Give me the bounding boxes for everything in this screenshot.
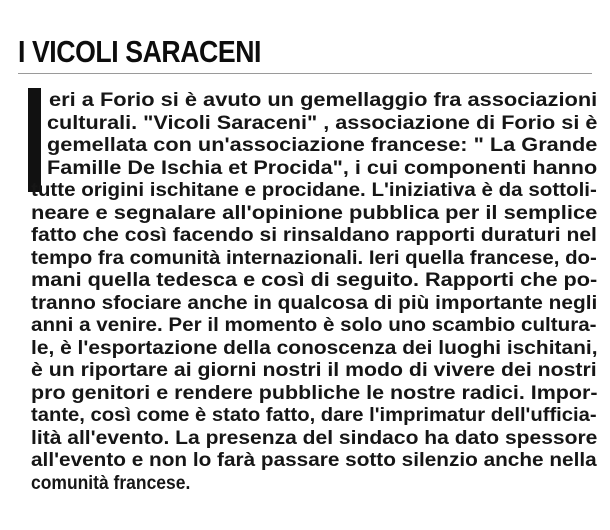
body-line: tante, così come è stato fatto, dare l'imprimatur dell'ufficia- <box>31 405 597 426</box>
body-line: tempo fra comunità internazionali. Ieri quella francese, do- <box>31 247 597 269</box>
body-line: culturali. "Vicoli Saraceni" , associazione di Forio si è <box>47 112 598 134</box>
body-line: gemellata con un'associazione francese: " La Grande <box>47 135 598 156</box>
body-line: Famille De Ischia et Procida", i cui componenti hanno <box>47 157 598 179</box>
headline-divider <box>18 73 592 74</box>
body-line: fatto che così facendo si rinsaldano rapporti duraturi nel <box>31 225 597 246</box>
body-line: le, è l'esportazione della conoscenza dei luoghi ischitani, <box>31 337 598 359</box>
body-line: comunità francese. <box>31 472 191 494</box>
body-line: lità all'evento. La presenza del sindaco ha dato spessore <box>31 427 598 449</box>
article-headline: I VICOLI SARACENI <box>18 34 262 69</box>
body-line: è un riportare ai giorni nostri il modo di vivere dei nostri <box>31 360 597 381</box>
body-line: pro genitori e rendere pubbliche le nostre radici. Impor- <box>31 382 598 404</box>
body-line: anni a venire. Per il momento è solo uno scambio cultura- <box>31 315 597 336</box>
body-line: mani quella tedesca e così di seguito. Rapporti che po- <box>31 270 598 291</box>
body-line: neare e segnalare all'opinione pubblica per il semplice <box>31 202 598 224</box>
drop-cap-initial <box>28 88 41 192</box>
body-line: eri a Forio si è avuto un gemellaggio fra associazioni <box>49 90 598 111</box>
body-line: all'evento e non lo farà passare sotto silenzio anche nella <box>31 450 597 471</box>
body-line: tutte origini ischitane e procidane. L'iniziativa è da sottoli- <box>31 180 597 201</box>
body-line: tranno sfociare anche in qualcosa di più importante negli <box>31 292 598 314</box>
